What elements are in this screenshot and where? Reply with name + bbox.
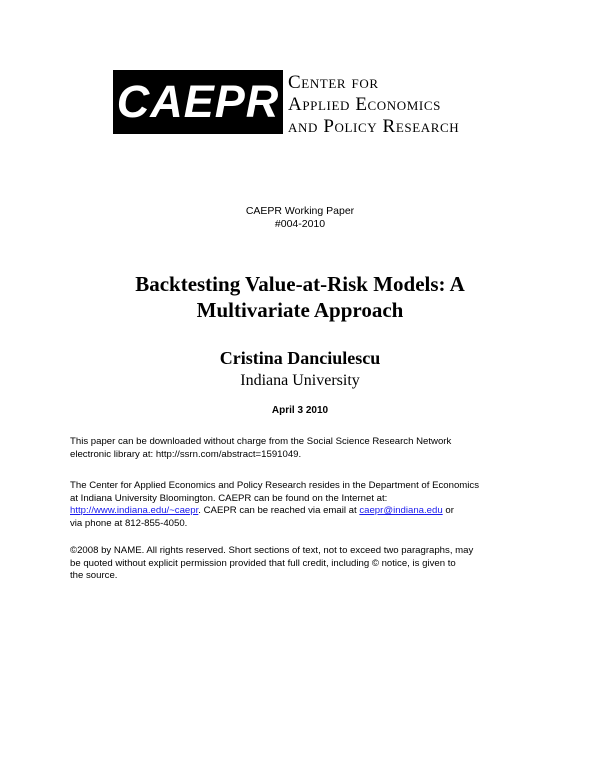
working-paper-label: CAEPR Working Paper bbox=[245, 205, 355, 217]
logo-line-1: Center for bbox=[288, 72, 379, 93]
center-line-4: via phone at 812-855-4050. bbox=[70, 517, 188, 529]
center-mid-text: . CAEPR can be reached via email at bbox=[198, 505, 360, 516]
copyright-line-2: be quoted without explicit permission provided that full credit, including © notice, is given to bbox=[70, 557, 456, 569]
copyright-paragraph bbox=[70, 545, 540, 583]
logo-wordmark bbox=[288, 72, 459, 138]
center-line-2: at Indiana University Bloomington. CAEPR can be found on the Internet at: bbox=[70, 492, 388, 504]
caepr-logo bbox=[113, 70, 283, 134]
center-line-1: The Center for Applied Economics and Policy Research resides in the Department of Economics bbox=[70, 480, 479, 491]
center-tail-text: or bbox=[442, 505, 454, 516]
logo-line-3: and Policy Research bbox=[288, 116, 460, 137]
download-paragraph bbox=[70, 436, 540, 461]
download-line-2: electronic library at: http://ssrn.com/abstract=1591049. bbox=[70, 448, 302, 460]
paper-title-line-2: Multivariate Approach bbox=[196, 298, 404, 322]
copyright-line-3: the source. bbox=[70, 570, 118, 581]
author-affiliation: Indiana University bbox=[240, 372, 360, 389]
center-line-3 bbox=[70, 505, 540, 518]
paper-date: April 3 2010 bbox=[271, 405, 329, 416]
working-paper-number: #004-2010 bbox=[274, 218, 326, 230]
logo-line-2: Applied Economics bbox=[288, 94, 441, 115]
email-link[interactable]: caepr@indiana.edu bbox=[359, 505, 443, 516]
paper-title-line-1: Backtesting Value-at-Risk Models: A bbox=[135, 272, 465, 296]
copyright-line-1: ©2008 by NAME. All rights reserved. Short sections of text, not to exceed two paragraphs, may bbox=[70, 545, 474, 556]
author-name: Cristina Danciulescu bbox=[219, 348, 381, 368]
center-paragraph bbox=[70, 480, 540, 530]
download-line-1: This paper can be downloaded without charge from the Social Science Research Network bbox=[70, 436, 452, 447]
website-link[interactable]: http://www.indiana.edu/~caepr bbox=[70, 505, 199, 516]
logo-acronym: CAEPR bbox=[116, 76, 280, 127]
